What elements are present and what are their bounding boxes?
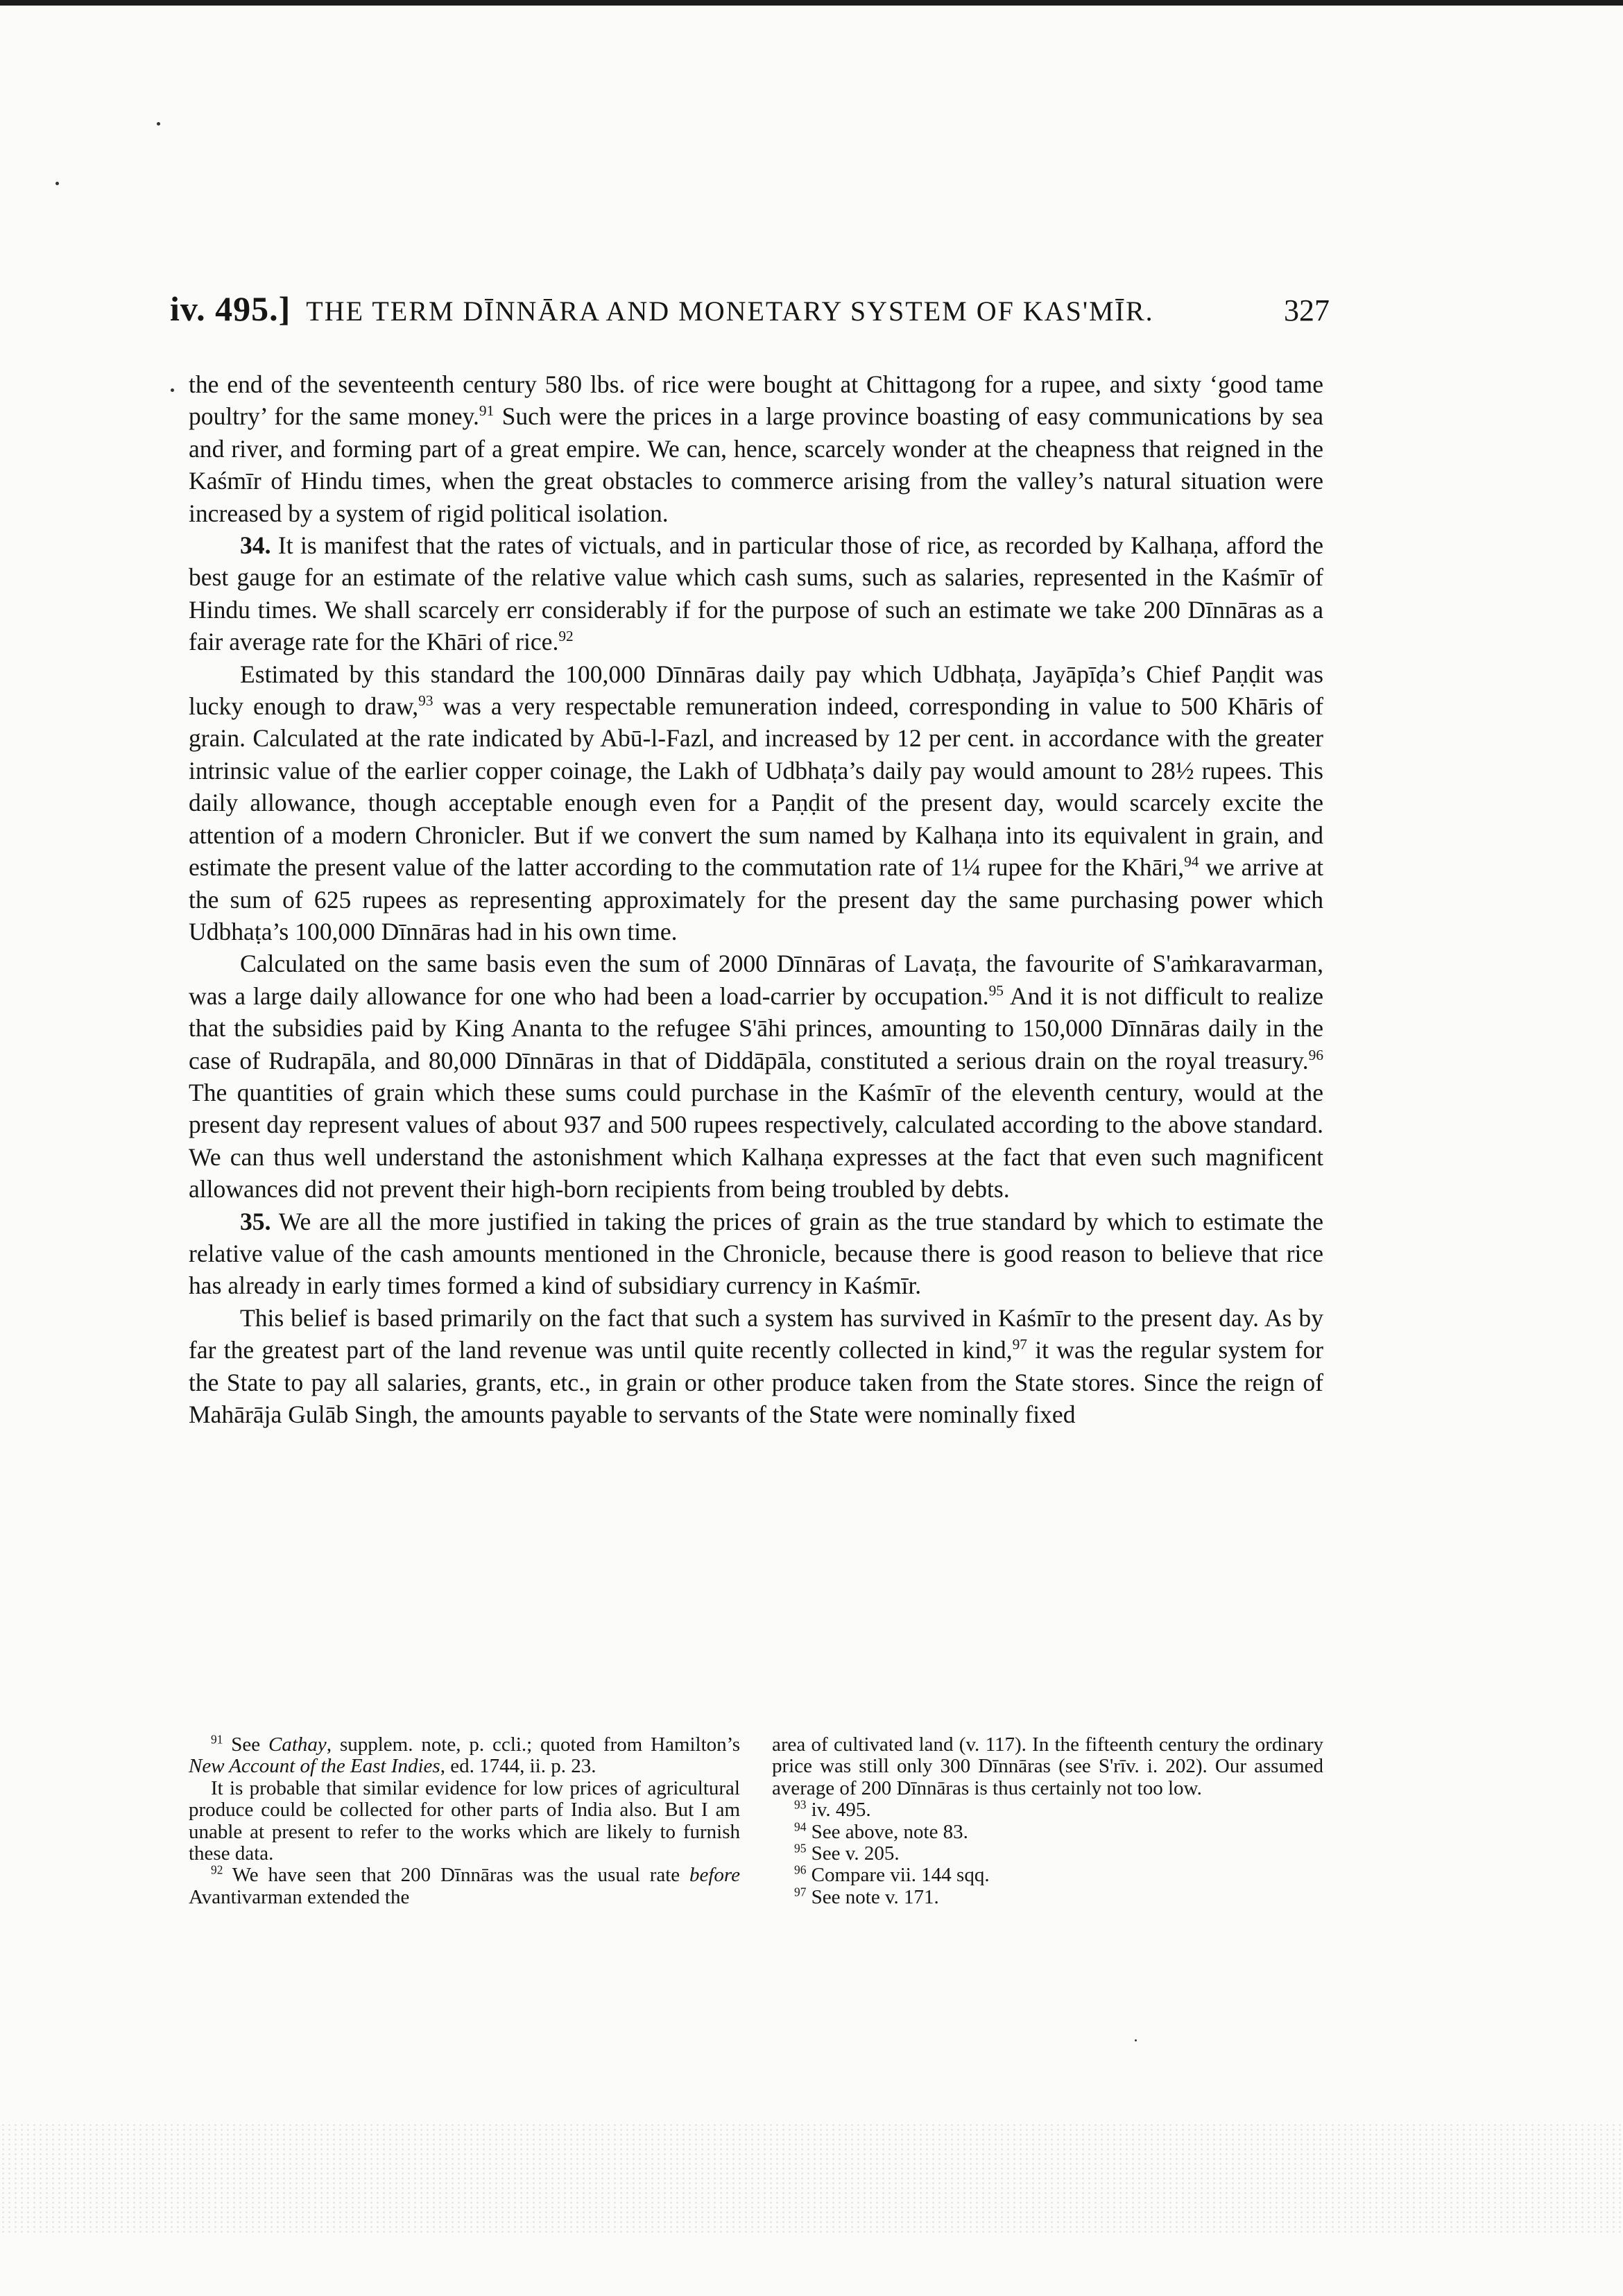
footnote: $^{97}$ See note v. 171. [794, 1885, 939, 1908]
scan-top-edge [0, 0, 1623, 6]
footnote: $^{94}$ See above, note 83. [794, 1819, 968, 1843]
section-number: 35. [240, 1207, 271, 1235]
scan-speck [171, 388, 174, 392]
footnote-ref: 92 [558, 628, 574, 645]
footnote-ref: 91 [479, 402, 495, 420]
footnote: It is probable that similar evidence for low prices of agricultural produce could be collected for other parts of India also. But I am unable at present to refer to the works which are likely to furnish these data. [189, 1776, 740, 1865]
footnote-ref: 93 [418, 692, 433, 710]
page-number: 327 [1284, 293, 1330, 327]
footnote: $^{96}$ Compare vii. 144 sqq. [794, 1862, 990, 1887]
paragraph: 34. It is manifest that the rates of victuals, and in particular those of rice, as recorded by Kalhaṇa, afford the best gauge for an estimate of the relative value which cash sums, such as salaries, represented in the Kaśmīr of Hindu times. We shall scarcely err considerably if for the purpose of such an estimate we take 200 Dīnnāras as a fair average rate for the Khāri of rice.$^{92}$ [189, 531, 1323, 656]
footnote-ref: 96 [1308, 1046, 1323, 1063]
footnote: $^{93}$ iv. 495. [794, 1797, 871, 1822]
footnote-ref: 97 [1012, 1336, 1027, 1353]
section-number: 34. [240, 531, 271, 560]
footnotes-right-column [772, 1734, 1323, 1908]
footnote: area of cultivated land (v. 117). In the fifteenth century the ordinary price was still only 300 Dīnnāras (see S'rīv. i. 202). Our assumed average of 200 Dīnnāras is thus certainly not too low. [772, 1733, 1323, 1799]
paragraph: This belief is based primarily on the fact that such a system has survived in Kaśmīr to the present day. As by far the greatest part of the land revenue was until quite recently collected in kind,$^{97}$ it was the regular system for the State to pay all salaries, grants, etc., in grain or other produce taken from the State stores. Since the reign of Mahārāja Gulāb Singh, the amounts payable to servants of the State were nominally fixed [189, 1303, 1323, 1428]
header-title: THE TERM DĪNNĀRA AND MONETARY SYSTEM OF KAS'MĪR. [306, 295, 1154, 327]
footnote: $^{91}$ See Cathay, supplem. note, p. ccli.; quoted from Hamilton’s New Account of the East Indies, ed. 1744, ii. p. 23. [189, 1732, 741, 1778]
footnote-ref: 95 [988, 982, 1004, 999]
footnote: $^{95}$ See v. 205. [794, 1841, 900, 1865]
footnote: $^{92}$ We have seen that 200 Dīnnāras was the usual rate before Avantivarman extended the [189, 1862, 740, 1908]
paragraph: the end of the seventeenth century 580 lbs. of rice were bought at Chittagong for a rupee, and sixty ‘good tame poultry’ for the same money.$^{91}$ Such were the prices in a large province boasting of easy communications by sea and river, and forming part of a great empire. We can, hence, scarcely wonder at the cheapness that reigned in the Kaśmīr of Hindu times, when the great obstacles to commerce arising from the valley’s natural situation were increased by a system of rigid political isolation. [189, 370, 1323, 527]
scan-speck [1135, 2039, 1137, 2041]
paragraph: Estimated by this standard the 100,000 Dīnnāras daily pay which Udbhaṭa, Jayāpīḍa’s Chief Paṇḍit was lucky enough to draw,$^{93}$ was a very respectable remuneration indeed, corresponding in value to 500 Khāris of grain. Calculated at the rate indicated by Abū-l-Fazl, and increased by 12 per cent. in accordance with the greater intrinsic value of the earlier copper coinage, the Lakh of Udbhaṭa’s daily pay would amount to 28½ rupees. This daily allowance, though acceptable enough even for a Paṇḍit of the present day, would scarcely excite the attention of a modern Chronicler. But if we convert the sum named by Kalhaṇa into its equivalent in grain, and estimate the present value of the latter according to the commutation rate of 1¼ rupee for the Khāri,$^{94}$ we arrive at the sum of 625 rupees as representing approximately for the present day the same purchasing power which Udbhaṭa’s 100,000 Dīnnāras had in his own time. [189, 660, 1324, 945]
scan-speck [157, 122, 160, 126]
running-header [170, 289, 1330, 337]
paragraph: Calculated on the same basis even the sum of 2000 Dīnnāras of Lavaṭa, the favourite of S'aṁkaravarman, was a large daily allowance for one who had been a load-carrier by occupation.$^{95}$ And it is not difficult to realize that the subsidies paid by King Ananta to the refugee S'āhi princes, amounting to 150,000 Dīnnāras daily in the case of Rudrapāla, and 80,000 Dīnnāras in that of Diddāpāla, constituted a serious drain on the royal treasury.$^{96}$ The quantities of grain which these sums could purchase in the Kaśmīr of the eleventh century, would at the present day represent values of about 937 and 500 rupees respectively, calculated according to the above standard. We can thus well understand the astonishment which Kalhaṇa expresses at the fact that even such magnificent allowances did not prevent their high-born recipients from being troubled by debts. [189, 950, 1324, 1203]
header-reference: iv. 495.] [170, 289, 291, 328]
scan-speck [55, 182, 59, 185]
footnotes [189, 1734, 1323, 1908]
paragraph: 35. We are all the more justified in taking the prices of grain as the true standard by which to estimate the relative value of the cash amounts mentioned in the Chronicle, because there is good reason to believe that rice has already in early times formed a kind of subsidiary currency in Kaśmīr. [189, 1207, 1323, 1300]
main-text [189, 368, 1323, 1430]
scan-noise [0, 2123, 1623, 2234]
footnotes-left-column [189, 1734, 740, 1908]
footnote-ref: 94 [1184, 853, 1199, 871]
